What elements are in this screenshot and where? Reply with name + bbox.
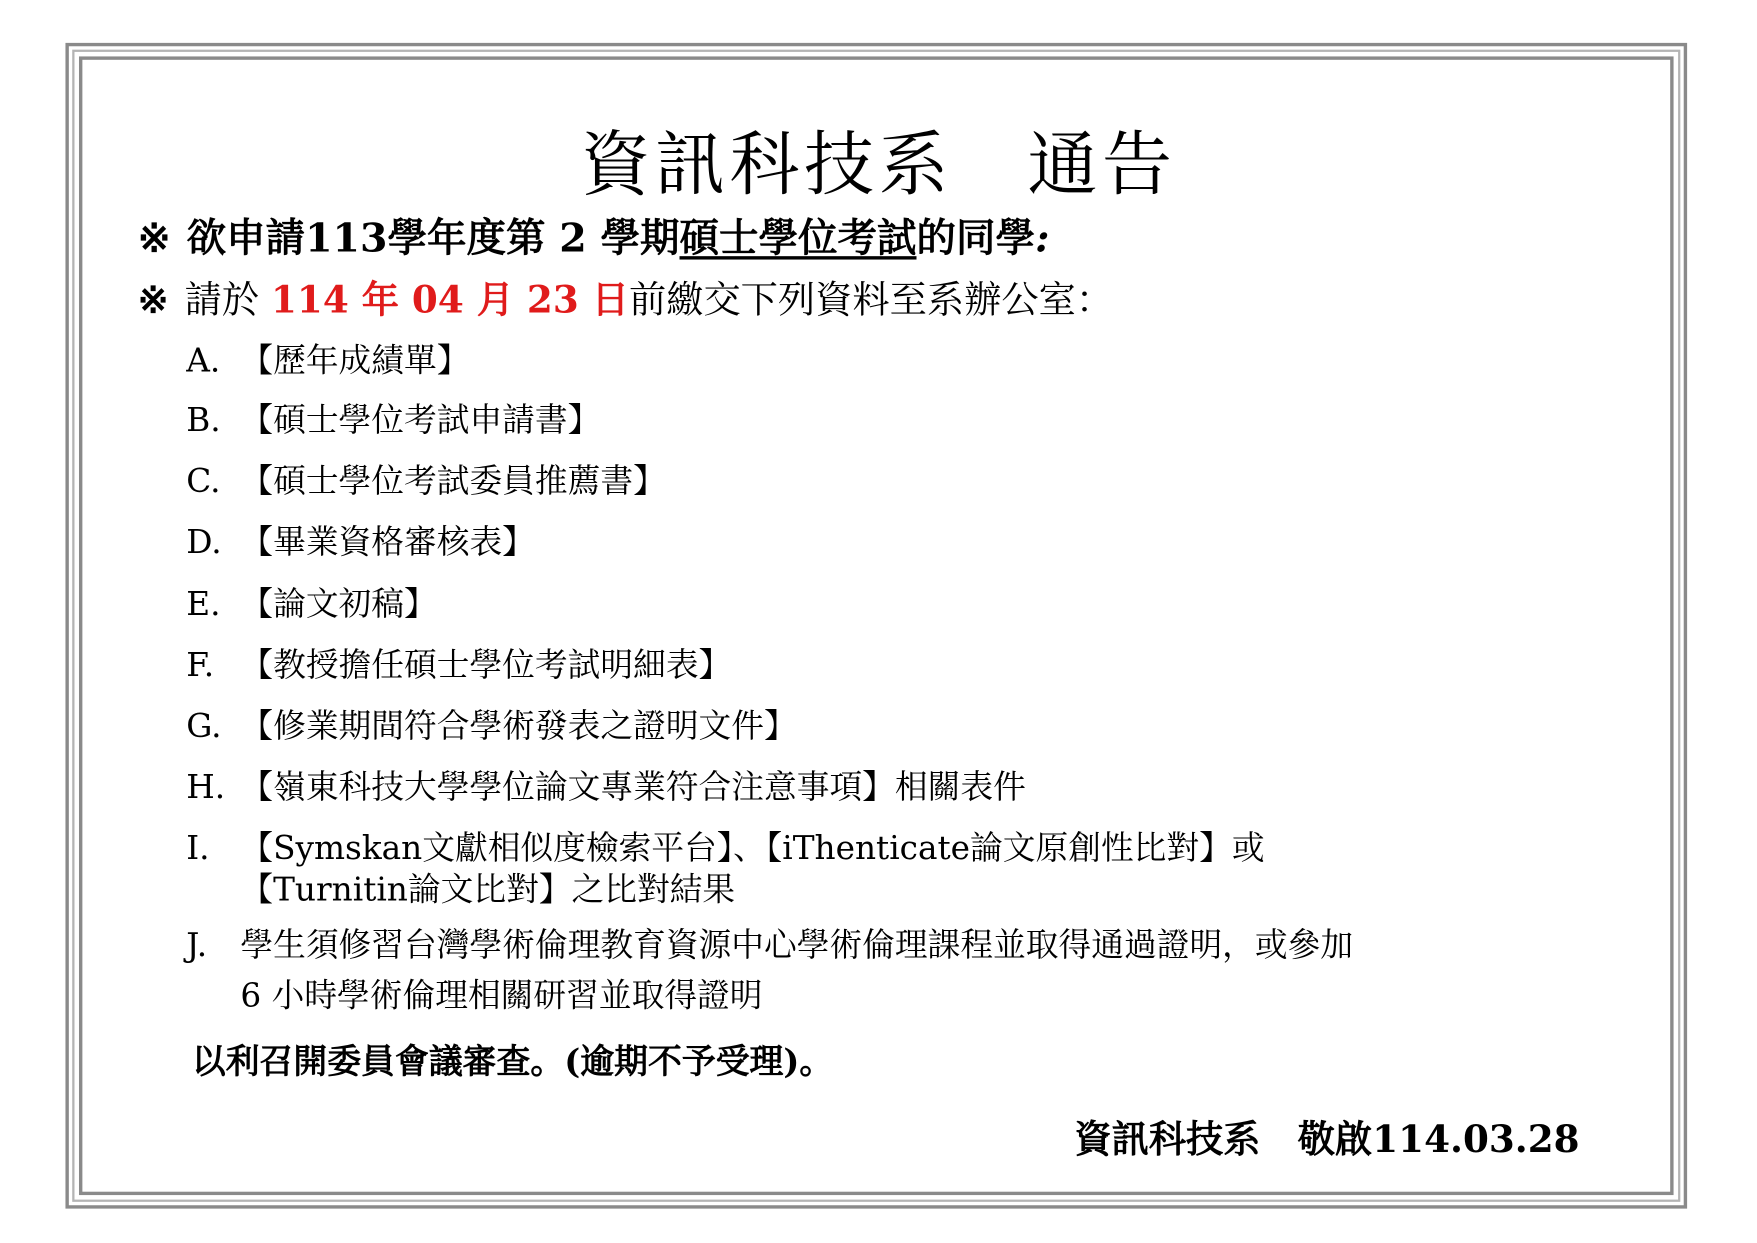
item-letter: H. bbox=[186, 767, 226, 806]
list-item-f bbox=[186, 640, 731, 686]
closing-note: 以利召開委員會議審查。(逾期不予受理)。 bbox=[191, 1042, 834, 1083]
item-text: 【歷年成績單】 bbox=[240, 340, 470, 380]
item-letter: J. bbox=[186, 925, 208, 964]
reference-mark: ※ bbox=[137, 215, 171, 262]
item-letter: A. bbox=[186, 340, 221, 380]
notice-title: 資訊科技系 通告 bbox=[580, 123, 1177, 206]
list-item-h bbox=[186, 762, 1026, 808]
item-text: 【嶺東科技大學學位論文專業符合注意事項】相關表件 bbox=[240, 767, 1026, 806]
deadline-date: 114 年 04 月 23 日 bbox=[271, 277, 629, 322]
item-letter: G. bbox=[186, 706, 222, 745]
list-item-c bbox=[186, 456, 666, 502]
item-letter: B. bbox=[186, 400, 221, 439]
item-letter: I. bbox=[186, 828, 210, 867]
item-letter: F. bbox=[186, 645, 215, 684]
item-text: 【論文初稿】 bbox=[240, 584, 437, 623]
item-text: 【碩士學位考試申請書】 bbox=[240, 400, 601, 439]
applicants-line bbox=[138, 208, 1050, 264]
item-text: 【教授擔任碩士學位考試明細表】 bbox=[240, 645, 732, 684]
item-letter: E. bbox=[186, 584, 221, 623]
exam-name: 碩士學位考試 bbox=[679, 215, 917, 262]
list-item-j bbox=[186, 920, 1353, 966]
list-item-g bbox=[186, 701, 797, 747]
list-item-i bbox=[186, 823, 1264, 869]
deadline-suffix: 前繳交下列資料至系辦公室： bbox=[628, 277, 1114, 322]
applicants-colon: : bbox=[1035, 215, 1050, 262]
applicants-prefix: 欲申請113學年度第 2 學期 bbox=[186, 215, 680, 262]
item-text: 【畢業資格審核表】 bbox=[240, 522, 535, 561]
list-item-a bbox=[186, 335, 469, 381]
item-letter: D. bbox=[186, 522, 222, 561]
item-text: 學生須修習台灣學術倫理教育資源中心學術倫理課程並取得通過證明，或參加 bbox=[240, 925, 1354, 964]
item-text: 【Symskan文獻相似度檢索平台】、【iThenticate論文原創性比對】或 bbox=[240, 828, 1265, 867]
list-item-d bbox=[186, 517, 535, 563]
item-text: 【碩士學位考試委員推薦書】 bbox=[240, 461, 666, 500]
reference-mark: ※ bbox=[137, 277, 169, 322]
applicants-suffix: 的同學 bbox=[916, 215, 1036, 262]
deadline-line bbox=[138, 271, 1113, 324]
list-item-e bbox=[186, 579, 437, 625]
list-item-i-continuation: 【Turnitin論文比對】之比對結果 bbox=[240, 870, 736, 909]
deadline-prefix: 請於 bbox=[184, 277, 272, 322]
list-item-b bbox=[186, 395, 600, 441]
signature: 資訊科技系 敬啟114.03.28 bbox=[1074, 1117, 1580, 1162]
item-text: 【修業期間符合學術發表之證明文件】 bbox=[240, 706, 797, 745]
item-letter: C. bbox=[186, 461, 221, 500]
list-item-j-continuation: 6 小時學術倫理相關研習並取得證明 bbox=[240, 976, 763, 1015]
